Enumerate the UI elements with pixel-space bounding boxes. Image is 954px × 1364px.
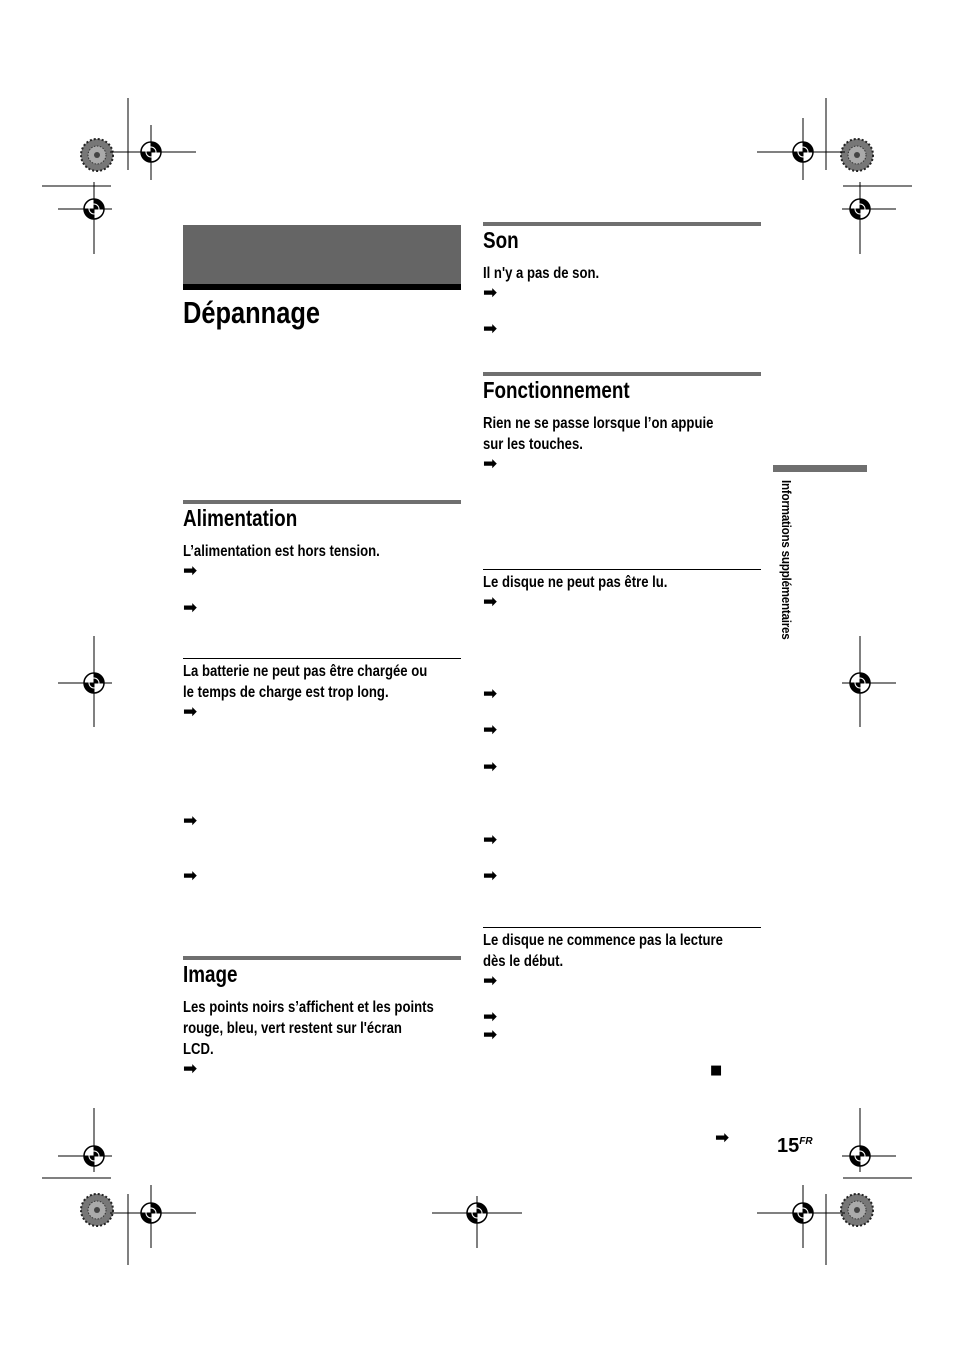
section-rule-fonctionnement bbox=[483, 372, 761, 376]
registration-target-icon bbox=[141, 142, 161, 162]
title-banner-rule bbox=[183, 284, 461, 290]
arrow-icon: ➡ bbox=[483, 866, 498, 886]
arrow-icon: ➡ bbox=[483, 830, 498, 850]
page-number-suffix: FR bbox=[799, 1136, 813, 1147]
question-playback-start-line2: dès le début. bbox=[483, 953, 564, 970]
registration-star-icon bbox=[841, 1194, 873, 1226]
question-divider bbox=[183, 658, 461, 659]
arrow-icon: ➡ bbox=[483, 1025, 498, 1045]
arrow-icon: ➡ bbox=[183, 866, 198, 886]
arrow-icon: ➡ bbox=[483, 1007, 498, 1027]
question-buttons-line2: sur les touches. bbox=[483, 436, 583, 453]
arrow-icon: ➡ bbox=[483, 684, 498, 704]
registration-target-icon bbox=[467, 1203, 487, 1223]
registration-target-icon bbox=[793, 142, 813, 162]
arrow-icon: ➡ bbox=[483, 757, 498, 777]
registration-target-icon bbox=[850, 673, 870, 693]
title-banner bbox=[183, 225, 461, 284]
question-divider bbox=[483, 569, 761, 570]
arrow-icon: ➡ bbox=[183, 598, 198, 618]
arrow-icon: ➡ bbox=[483, 592, 498, 612]
question-dead-pixels-line2: rouge, bleu, vert restent sur l'écran bbox=[183, 1020, 402, 1037]
registration-target-icon bbox=[84, 199, 104, 219]
section-heading-alimentation: Alimentation bbox=[183, 505, 298, 531]
section-heading-image: Image bbox=[183, 961, 238, 987]
page-number bbox=[777, 1135, 813, 1158]
question-buttons-line1: Rien ne se passe lorsque l’on appuie bbox=[483, 415, 714, 432]
registration-target-icon bbox=[850, 199, 870, 219]
question-power-off: L’alimentation est hors tension. bbox=[183, 543, 380, 560]
section-rule-image bbox=[183, 956, 461, 960]
registration-star-icon bbox=[81, 1194, 113, 1226]
arrow-icon: ➡ bbox=[183, 1059, 198, 1079]
page-number-value: 15 bbox=[777, 1135, 800, 1157]
arrow-icon: ➡ bbox=[483, 971, 498, 991]
side-tab-label: Informations supplémentaires bbox=[779, 480, 794, 640]
question-battery-line1: La batterie ne peut pas être chargée ou bbox=[183, 663, 428, 680]
arrow-icon: ➡ bbox=[183, 561, 198, 581]
registration-target-icon bbox=[141, 1203, 161, 1223]
arrow-icon: ➡ bbox=[183, 811, 198, 831]
section-heading-son: Son bbox=[483, 227, 519, 253]
registration-target-icon bbox=[850, 1146, 870, 1166]
registration-target-icon bbox=[793, 1203, 813, 1223]
question-disc-unreadable: Le disque ne peut pas être lu. bbox=[483, 574, 668, 591]
question-dead-pixels-line1: Les points noirs s’affichent et les points bbox=[183, 999, 434, 1016]
question-no-sound: Il n'y a pas de son. bbox=[483, 265, 600, 282]
arrow-icon: ➡ bbox=[483, 454, 498, 474]
page-title: Dépannage bbox=[183, 295, 321, 330]
arrow-icon: ➡ bbox=[183, 702, 198, 722]
arrow-icon: ➡ bbox=[483, 283, 498, 303]
section-rule-alimentation bbox=[183, 500, 461, 504]
registration-target-icon bbox=[84, 673, 104, 693]
registration-star-icon bbox=[841, 139, 873, 171]
end-mark-icon: ■ bbox=[710, 1063, 723, 1078]
question-dead-pixels-line3: LCD. bbox=[183, 1041, 214, 1058]
question-playback-start-line1: Le disque ne commence pas la lecture bbox=[483, 932, 723, 949]
continued-arrow-icon: ➡ bbox=[715, 1128, 730, 1148]
section-heading-fonctionnement: Fonctionnement bbox=[483, 377, 630, 403]
registration-target-icon bbox=[84, 1146, 104, 1166]
arrow-icon: ➡ bbox=[483, 319, 498, 339]
arrow-icon: ➡ bbox=[483, 720, 498, 740]
question-battery-line2: le temps de charge est trop long. bbox=[183, 684, 389, 701]
side-tab-bar bbox=[773, 465, 867, 472]
question-divider bbox=[483, 927, 761, 928]
registration-star-icon bbox=[81, 139, 113, 171]
section-rule-son bbox=[483, 222, 761, 226]
